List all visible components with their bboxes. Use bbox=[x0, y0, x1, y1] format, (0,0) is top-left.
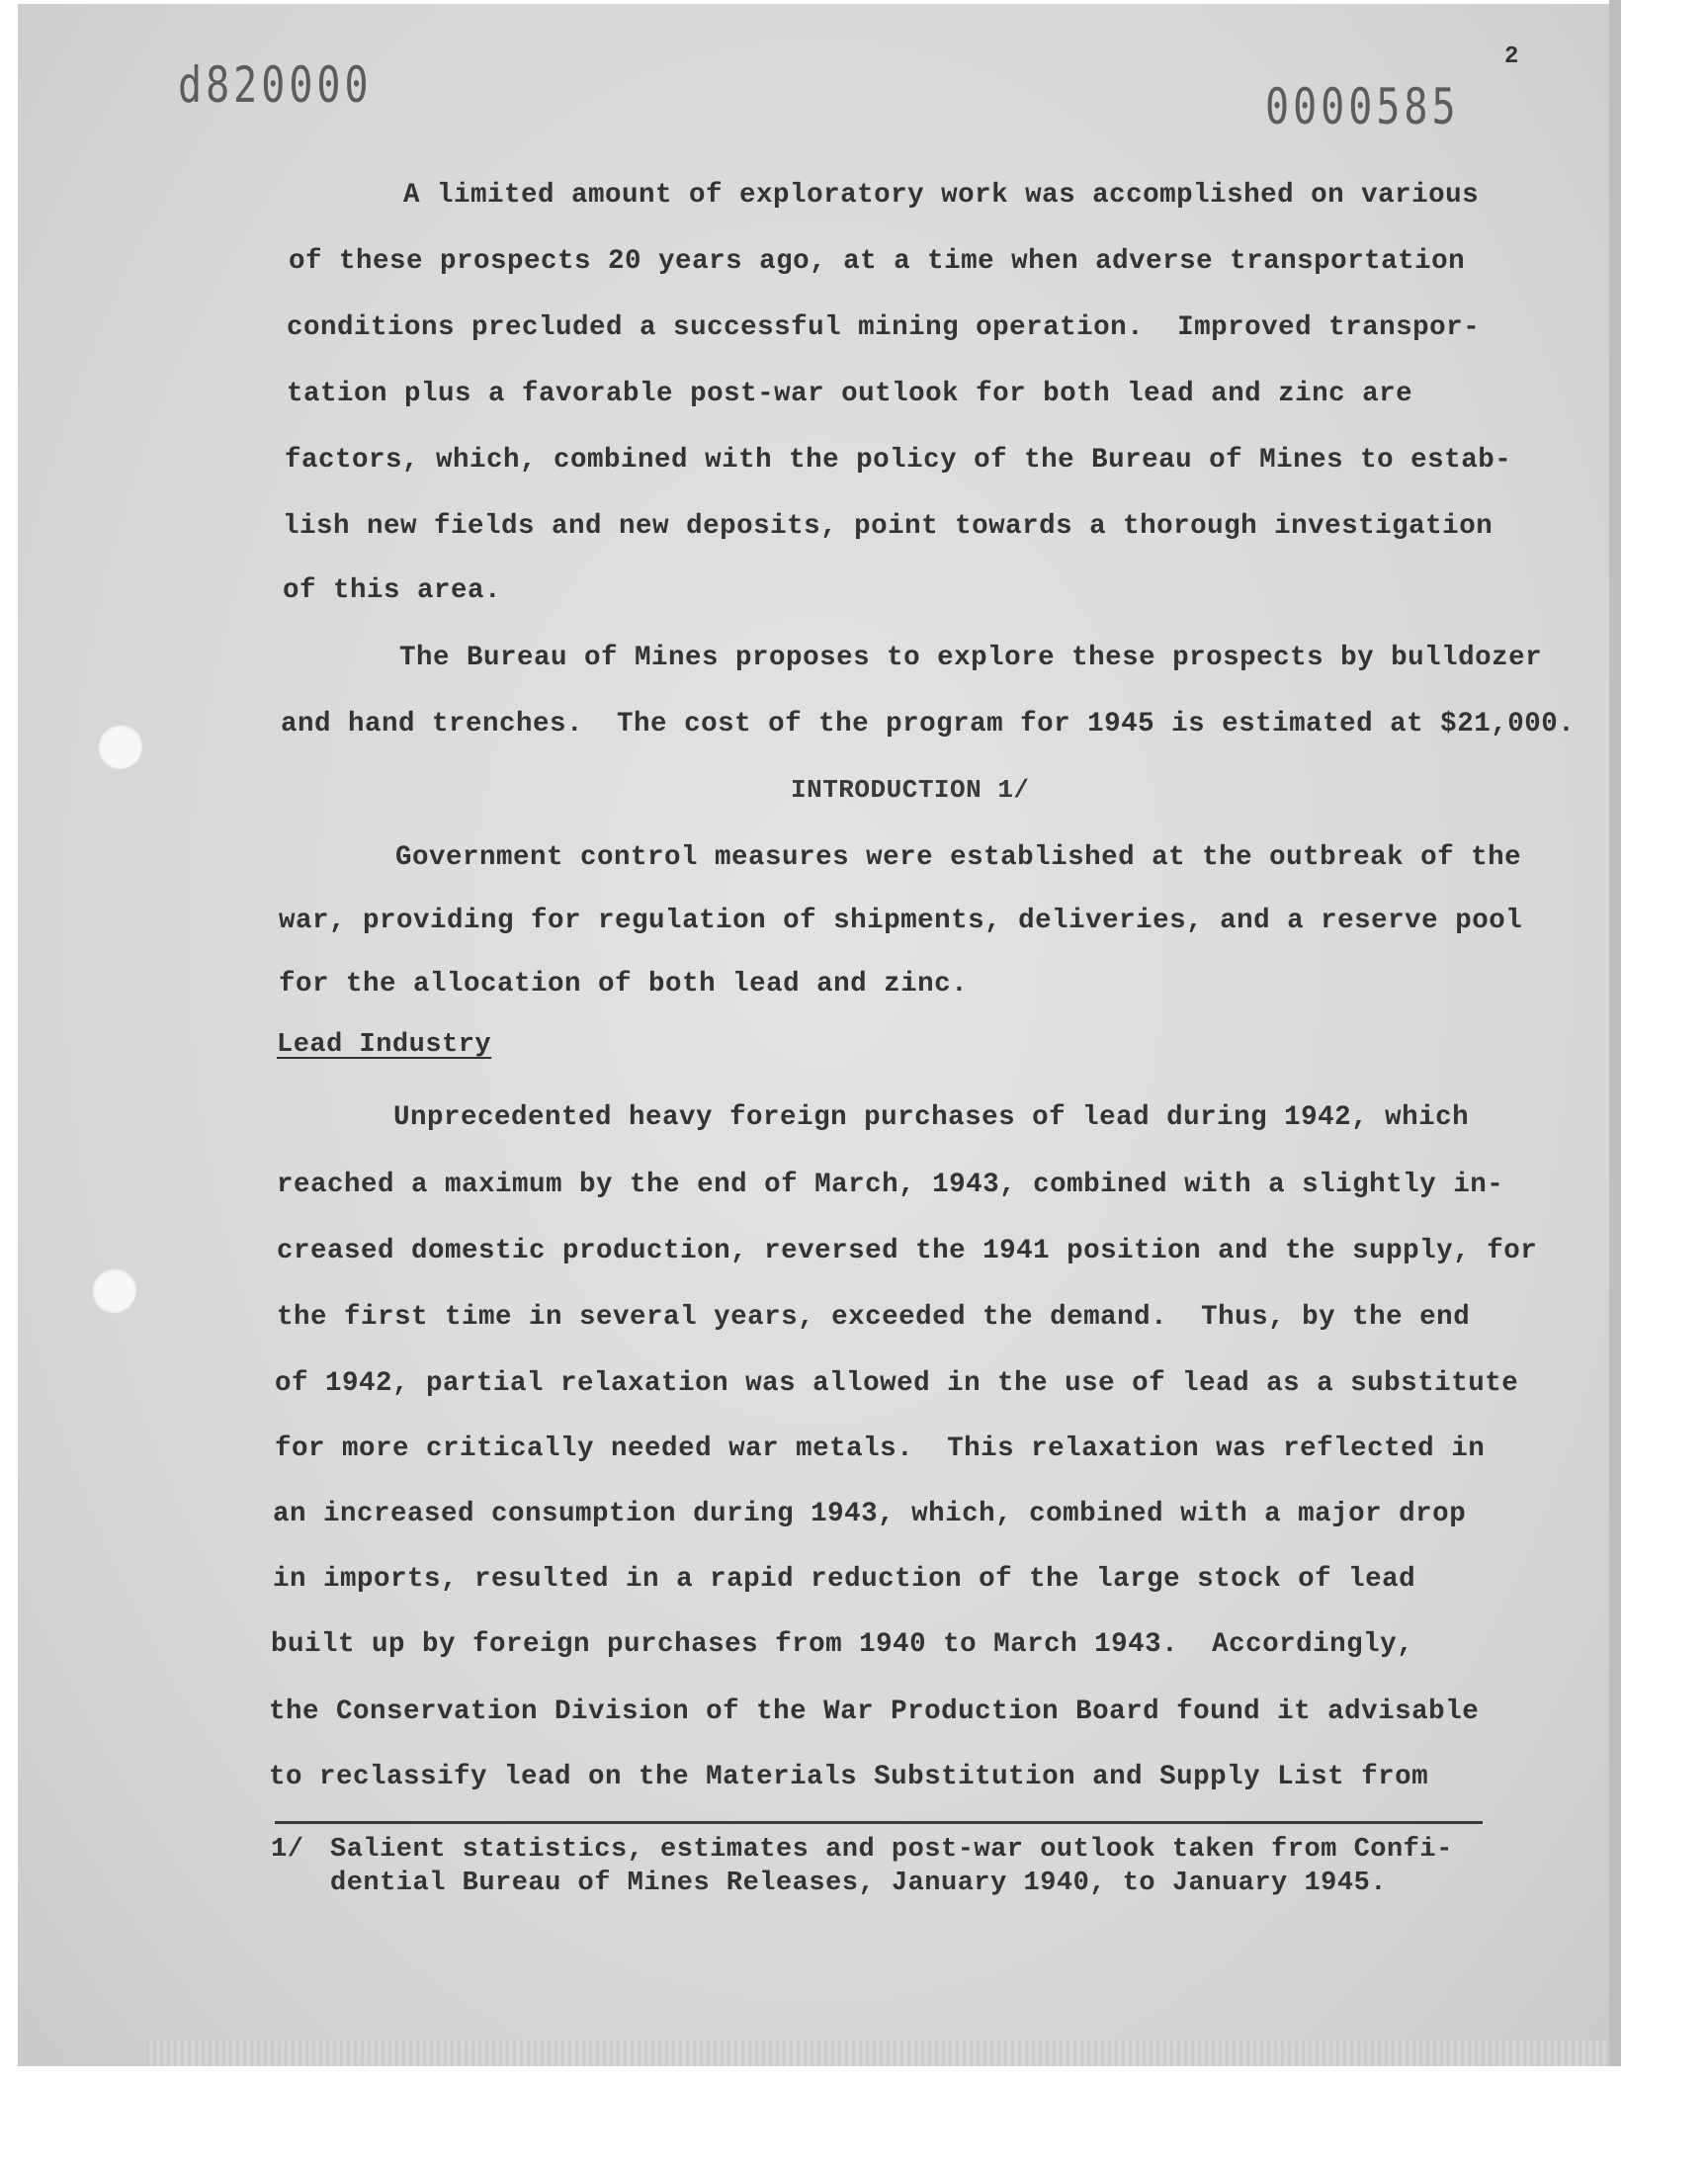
paragraph-1-line: of this area. bbox=[283, 575, 502, 606]
paragraph-4-line: in imports, resulted in a rapid reduction of the large stock of lead bbox=[273, 1564, 1416, 1595]
page-number: 2 bbox=[1504, 44, 1519, 70]
paragraph-4-line: the Conservation Division of the War Production Board found it advisable bbox=[269, 1696, 1480, 1727]
document-code-stamp-left: d820000 bbox=[178, 57, 373, 115]
paragraph-3-line: war, providing for regulation of shipments, deliveries, and a reserve pool bbox=[279, 906, 1523, 936]
footnote-line: dential Bureau of Mines Releases, January 1940, to January 1945. bbox=[330, 1869, 1387, 1898]
paragraph-2-line: and hand trenches. The cost of the program for 1945 is estimated at $21,000. bbox=[281, 709, 1576, 740]
paragraph-4-line: reached a maximum by the end of March, 1943, combined with a slightly in- bbox=[277, 1170, 1504, 1200]
paragraph-2-line: The Bureau of Mines proposes to explore these prospects by bulldozer bbox=[399, 643, 1543, 673]
paragraph-4-line: for more critically needed war metals. This relaxation was reflected in bbox=[275, 1434, 1486, 1464]
paragraph-1-line: tation plus a favorable post-war outlook for both lead and zinc are bbox=[287, 379, 1413, 409]
footnote-line: Salient statistics, estimates and post-war outlook taken from Confi- bbox=[330, 1835, 1453, 1865]
punch-hole-bottom bbox=[91, 1267, 136, 1313]
paragraph-1-line: conditions precluded a successful mining operation. Improved transpor- bbox=[287, 312, 1481, 343]
document-code-stamp-right: 0000585 bbox=[1265, 79, 1460, 136]
paragraph-4-line: built up by foreign purchases from 1940 to March 1943. Accordingly, bbox=[271, 1629, 1414, 1660]
footnote-rule bbox=[275, 1821, 1483, 1824]
scan-artifact-strip bbox=[146, 2041, 1619, 2066]
paragraph-4-line: of 1942, partial relaxation was allowed in the use of lead as a substitute bbox=[275, 1368, 1519, 1399]
paragraph-4-line: to reclassify lead on the Materials Substitution and Supply List from bbox=[269, 1762, 1429, 1792]
paragraph-3-line: for the allocation of both lead and zinc. bbox=[279, 969, 969, 1000]
paragraph-4-line: the first time in several years, exceeded the demand. Thus, by the end bbox=[277, 1302, 1471, 1333]
paragraph-3-line: Government control measures were established at the outbreak of the bbox=[395, 842, 1522, 873]
paragraph-4-line: an increased consumption during 1943, which, combined with a major drop bbox=[273, 1499, 1467, 1529]
sheet-edge bbox=[1609, 0, 1621, 2066]
paragraph-1-line: A limited amount of exploratory work was accomplished on various bbox=[403, 180, 1480, 211]
paragraph-4-line: Unprecedented heavy foreign purchases of lead during 1942, which bbox=[393, 1102, 1470, 1133]
paragraph-1-line: of these prospects 20 years ago, at a time when adverse transportation bbox=[289, 246, 1466, 277]
paragraph-1-line: lish new fields and new deposits, point towards a thorough investigation bbox=[283, 511, 1494, 542]
paragraph-4-line: creased domestic production, reversed the 1941 position and the supply, for bbox=[277, 1236, 1538, 1266]
lead-industry-heading: Lead Industry bbox=[277, 1030, 492, 1060]
footnote-marker: 1/ bbox=[271, 1835, 304, 1865]
punch-hole-top bbox=[97, 724, 142, 769]
introduction-heading: INTRODUCTION 1/ bbox=[791, 775, 1030, 805]
paragraph-1-line: factors, which, combined with the policy of the Bureau of Mines to estab- bbox=[285, 445, 1512, 476]
